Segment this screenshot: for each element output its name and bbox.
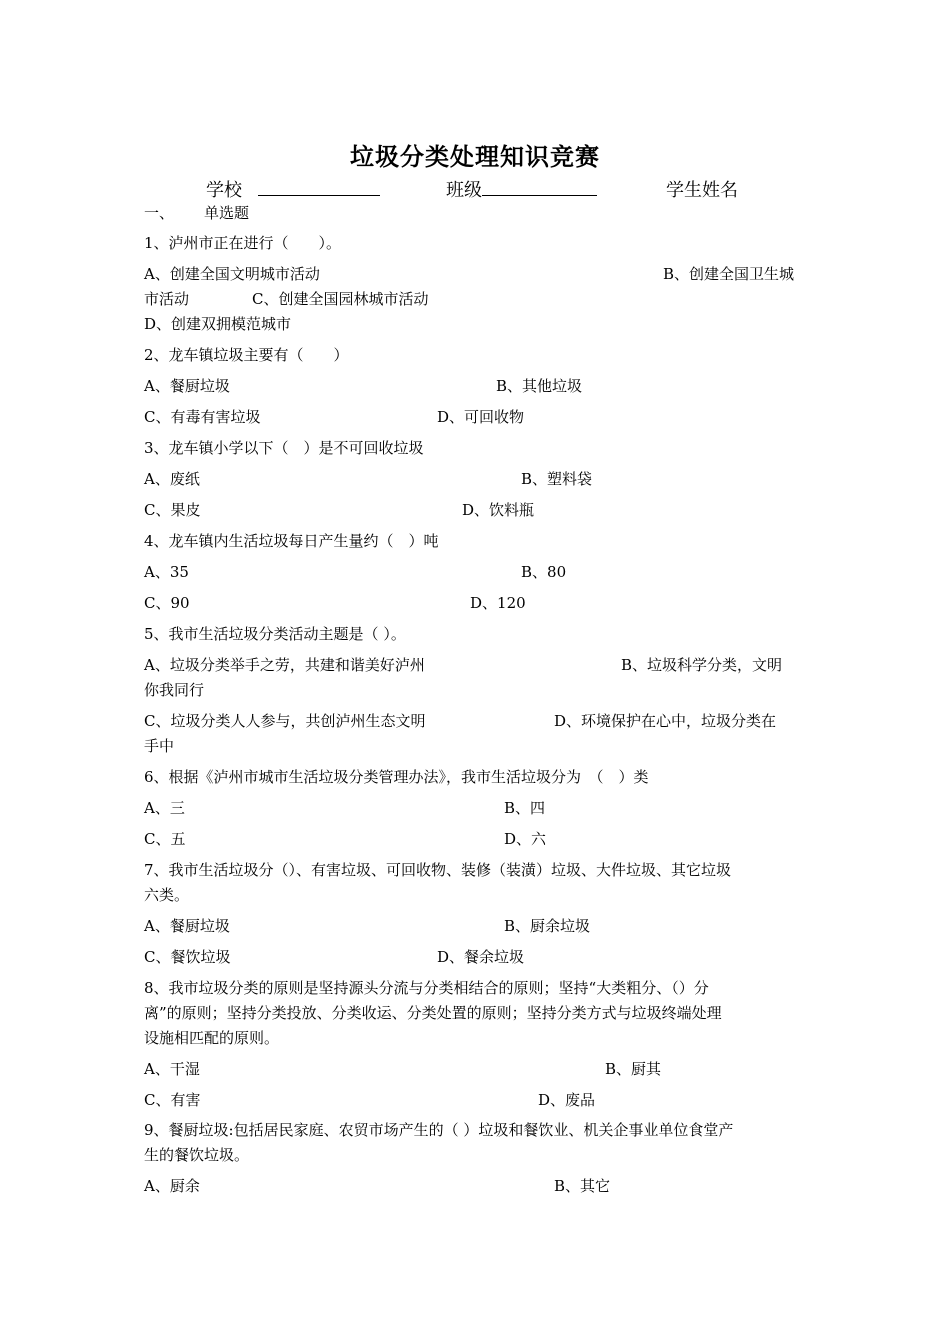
question-3-stem: 3、龙车镇小学以下（ ）是不可回收垃圾	[144, 439, 424, 457]
question-9-option-a[interactable]: A、厨余	[144, 1177, 200, 1195]
name-label: 学生姓名	[666, 180, 738, 201]
question-2-option-a[interactable]: A、餐厨垃圾	[144, 377, 230, 395]
question-8-option-c[interactable]: C、有害	[144, 1091, 201, 1109]
section-heading	[144, 203, 249, 223]
class-blank[interactable]	[482, 177, 597, 196]
question-6-option-a[interactable]: A、三	[144, 799, 185, 817]
student-info-row	[0, 176, 950, 202]
name-field	[666, 176, 738, 202]
question-4-option-a[interactable]: A、35	[144, 563, 189, 581]
question-7-option-b[interactable]: B、厨余垃圾	[504, 917, 591, 935]
school-label: 学校	[206, 180, 242, 201]
question-8-stem-line-1: 8、我市垃圾分类的原则是坚持源头分流与分类相结合的原则；坚持“大类粗分、（）分	[144, 979, 709, 997]
question-7-option-a[interactable]: A、餐厨垃圾	[144, 917, 230, 935]
class-field	[446, 176, 597, 202]
question-6-option-d[interactable]: D、六	[504, 830, 547, 848]
question-9-option-b[interactable]: B、其它	[554, 1177, 611, 1195]
question-6-option-b[interactable]: B、四	[504, 799, 546, 817]
question-5-option-a[interactable]: A、垃圾分类举手之劳，共建和谐美好泸州	[144, 656, 425, 674]
question-5-option-b[interactable]: B、垃圾科学分类，文明	[621, 656, 783, 674]
school-field	[206, 176, 380, 202]
question-8-stem-line-2: 离”的原则；坚持分类投放、分类收运、分类处置的原则；坚持分类方式与垃圾终端处理	[144, 1004, 722, 1022]
question-1-stem: 1、泸州市正在进行（ ）。	[144, 234, 342, 252]
question-8-option-d[interactable]: D、废品	[538, 1091, 596, 1109]
question-5-option-d[interactable]: D、环境保护在心中，垃圾分类在	[554, 712, 777, 730]
question-3-option-d[interactable]: D、饮料瓶	[462, 501, 535, 519]
question-4-stem: 4、龙车镇内生活垃圾每日产生量约（ ）吨	[144, 532, 439, 550]
section-number: 一、	[144, 204, 175, 222]
school-blank[interactable]	[258, 177, 380, 196]
question-3-option-c[interactable]: C、果皮	[144, 501, 201, 519]
section-label: 单选题	[204, 204, 250, 222]
question-2-option-d[interactable]: D、可回收物	[437, 408, 525, 426]
page-title: 垃圾分类处理知识竞赛	[350, 142, 600, 171]
question-7-stem-line-2: 六类。	[144, 886, 190, 904]
question-5-option-b-cont: 你我同行	[144, 681, 205, 699]
question-1-option-b-cont: 市活动	[144, 290, 190, 308]
question-3-option-a[interactable]: A、废纸	[144, 470, 200, 488]
question-6-stem: 6、根据《泸州市城市生活垃圾分类管理办法》，我市生活垃圾分为 （ ）类	[144, 768, 649, 786]
question-3-option-b[interactable]: B、塑料袋	[521, 470, 593, 488]
question-9-stem-line-1: 9、餐厨垃圾:包括居民家庭、农贸市场产生的（ ）垃圾和餐饮业、机关企事业单位食堂产	[144, 1121, 734, 1139]
question-7-option-d[interactable]: D、餐余垃圾	[437, 948, 525, 966]
question-5-option-c[interactable]: C、垃圾分类人人参与，共创泸州生态文明	[144, 712, 426, 730]
question-6-option-c[interactable]: C、五	[144, 830, 186, 848]
class-label: 班级	[446, 180, 482, 201]
question-2-option-b[interactable]: B、其他垃圾	[496, 377, 583, 395]
question-4-option-c[interactable]: C、90	[144, 594, 190, 612]
question-4-option-b[interactable]: B、80	[521, 563, 567, 581]
question-1-option-b[interactable]: B、创建全国卫生城	[663, 265, 795, 283]
question-1-option-d[interactable]: D、创建双拥模范城市	[144, 315, 292, 333]
question-1-option-a[interactable]: A、创建全国文明城市活动	[144, 265, 320, 283]
question-5-stem: 5、我市生活垃圾分类活动主题是（ ）。	[144, 625, 406, 643]
question-1-option-c[interactable]: C、创建全国园林城市活动	[252, 290, 429, 308]
question-5-option-d-cont: 手中	[144, 737, 175, 755]
question-2-stem: 2、龙车镇垃圾主要有（ ）	[144, 346, 349, 364]
question-8-option-a[interactable]: A、干湿	[144, 1060, 200, 1078]
question-7-option-c[interactable]: C、餐饮垃圾	[144, 948, 231, 966]
question-9-stem-line-2: 生的餐饮垃圾。	[144, 1146, 250, 1164]
question-7-stem-line-1: 7、我市生活垃圾分（）、有害垃圾、可回收物、装修（装潢）垃圾、大件垃圾、其它垃圾	[144, 861, 732, 879]
question-8-stem-line-3: 设施相匹配的原则。	[144, 1029, 280, 1047]
question-8-option-b[interactable]: B、厨其	[605, 1060, 662, 1078]
question-2-option-c[interactable]: C、有毒有害垃圾	[144, 408, 261, 426]
question-4-option-d[interactable]: D、120	[470, 594, 526, 612]
